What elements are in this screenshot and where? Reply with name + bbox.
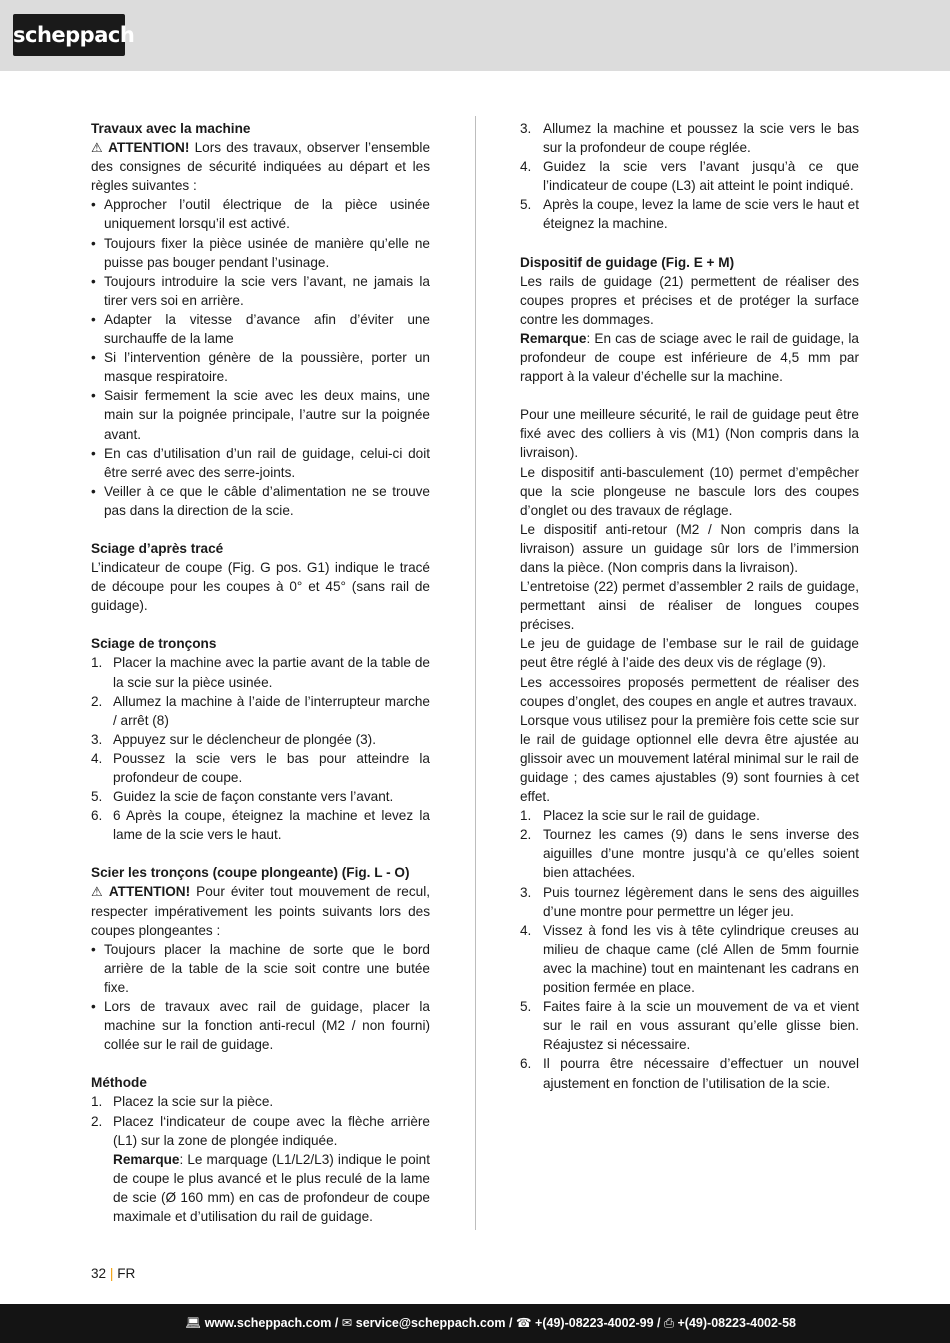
- section-title: Sciage d’après tracé: [91, 540, 224, 556]
- remark: Remarque: En cas de sciage avec le rail de guidage, la profondeur de coupe est inférieure de 4,5 mm par rapport à la valeur d’échelle sur la machine.: [520, 330, 859, 385]
- list-item: • Toujours placer la machine de sorte que le bord arrière de la table de la scie soit contre une butée fixe.: [91, 940, 430, 997]
- list-item: 3. Puis tournez légèrement dans le sens des aiguilles d’une montre pour permettre un léger jeu.: [520, 884, 859, 919]
- list-item: 2. Tournez les cames (9) dans le sens inverse des aiguilles d’une montre jusqu’à ce qu’elles soient bien attachées.: [520, 827, 859, 881]
- section-coupe-plongeante: [91, 863, 430, 1054]
- list-item: 4. Poussez la scie vers le bas pour atteindre la profondeur de coupe.: [91, 750, 430, 785]
- fax-icon: ⎙: [664, 1316, 675, 1330]
- paragraph: Pour une meilleure sécurité, le rail de guidage peut être fixé avec des colliers à vis (M1) (Non compris dans la livraison).: [520, 407, 859, 461]
- numbered-list: [520, 119, 859, 234]
- section-title: Sciage de tronçons: [91, 636, 217, 652]
- list-item: • Toujours introduire la scie vers l’avant, ne jamais la tirer vers soi en arrière.: [91, 272, 430, 310]
- list-item: • Veiller à ce que le câble d’alimentation ne se trouve pas dans la direction de la scie.: [91, 482, 430, 520]
- list-item: 1. Placez la scie sur le rail de guidage.: [520, 808, 760, 824]
- section-title: Méthode: [91, 1075, 147, 1091]
- numbered-list: [520, 806, 859, 1092]
- list-item: 1. Placer la machine avec la partie avant de la table de la scie sur la pièce usinée.: [91, 655, 430, 690]
- list-item: • Si l’intervention génère de la poussière, porter un masque respiratoire.: [91, 348, 430, 386]
- phone-number: +(49)-08223-4002-99: [535, 1316, 654, 1330]
- bullet-list: [91, 195, 430, 520]
- paragraph: Le jeu de guidage de l’embase sur le rail de guidage peut être réglé à l’aide des deux vis de réglage (9).: [520, 636, 859, 671]
- paragraph: Le dispositif anti-retour (M2 / Non compris dans la livraison) assure un guidage sûr lors de l’immersion dans la pièce. (Non compris dans la livraison).: [520, 521, 859, 575]
- numbered-list: [91, 653, 430, 844]
- warning-label: ATTENTION!: [108, 140, 190, 156]
- list-item: 5. Faites faire à la scie un mouvement de va et vient sur le rail en vous assurant qu’elle glisse bien. Réajustez si nécessaire.: [520, 999, 859, 1053]
- list-item: 6. Il pourra être nécessaire d’effectuer un nouvel ajustement en fonction de l’utilisation de la scie.: [520, 1056, 859, 1091]
- section-guidage: [520, 253, 859, 387]
- paragraph: Les accessoires proposés permettent de réaliser des coupes d’onglet, des coupes en angle et autres travaux.: [520, 674, 859, 709]
- page-header: [0, 0, 950, 71]
- warning-label: ATTENTION!: [108, 884, 191, 900]
- list-item: 4. Guidez la scie vers l’avant jusqu’à ce que l’indicateur de coupe (L3) ait atteint le point indiqué.: [520, 159, 859, 194]
- list-item: • Approcher l’outil électrique de la pièce usinée uniquement lorsqu’il est activé.: [91, 195, 430, 233]
- warning-triangle-icon: ⚠: [91, 140, 105, 156]
- page-number: 32 | FR: [91, 1266, 136, 1281]
- paragraph: Lorsque vous utilisez pour la première fois cette scie sur le rail de guidage optionnel elle devra être ajustée au glissoir avec un mouvement latéral minimal sur le rail de guidage ; des cames ajustables (9) sont fournies à cet effet.: [520, 712, 859, 805]
- paragraph: L’indicateur de coupe (Fig. G pos. G1) indique le tracé de découpe pour les coupes à 0° et 45° (sans rail de guidage).: [91, 560, 430, 614]
- bullet-list: [91, 940, 430, 1055]
- fax-number: +(49)-08223-4002-58: [677, 1316, 796, 1330]
- warning-triangle-icon: ⚠: [91, 884, 105, 900]
- section-sciage-trace: [91, 539, 430, 615]
- list-item: 1. Placez la scie sur la pièce.: [91, 1094, 274, 1110]
- phone-icon: ☎: [515, 1316, 532, 1330]
- left-column: [91, 119, 430, 1245]
- list-item: • Saisir fermement la scie avec les deux mains, une main sur la poignée principale, l’autre sur la poignée avant.: [91, 386, 430, 443]
- list-item: • En cas d’utilisation d’un rail de guidage, celui-ci doit être serré avec des serre-joints.: [91, 444, 430, 482]
- list-item: 3. Appuyez sur le déclencheur de plongée (3).: [91, 731, 376, 747]
- section-guidage-details: [520, 405, 859, 1092]
- warning-text: Lors des travaux, observer l’ensemble des consignes de sécurité indiquées au départ et les règles suivantes :: [91, 140, 431, 194]
- warning-text: Pour éviter tout mouvement de recul, respecter impérativement les points suivants lors des coupes plongeantes :: [91, 884, 431, 938]
- list-item: 6. 6 Après la coupe, éteignez la machine et levez la lame de la scie vers le haut.: [91, 808, 430, 843]
- list-item: 5. Guidez la scie de façon constante vers l’avant.: [91, 789, 394, 805]
- website-link[interactable]: www.scheppach.com: [204, 1316, 332, 1330]
- section-title: Scier les tronçons (coupe plongeante) (Fig. L - O): [91, 865, 410, 881]
- list-item: • Lors de travaux avec rail de guidage, placer la machine sur la fonction anti-recul (M2 / non fourni) collée sur le rail de guidage.: [91, 997, 430, 1054]
- section-title: Travaux avec la machine: [91, 121, 251, 136]
- section-travaux: [91, 119, 430, 520]
- list-item: 4. Vissez à fond les vis à tête cylindrique creuses au milieu de chaque came (clé Allen de 5mm fournie avec la machine) tout en maintenant les cadrans en position fermée en place.: [520, 922, 859, 996]
- section-title: Dispositif de guidage (Fig. E + M): [520, 254, 735, 270]
- list-item: 2. Allumez la machine à l’aide de l’interrupteur marche / arrêt (8): [91, 693, 430, 728]
- email-link[interactable]: service@scheppach.com: [355, 1316, 506, 1330]
- scheppach-logo: scheppach: [13, 14, 125, 56]
- paragraph: Le dispositif anti-basculement (10) permet d’empêcher que la scie plongeuse ne bascule lors des coupes d’onglet ou des travaux de réglage.: [520, 464, 859, 518]
- paragraph: L’entretoise (22) permet d’assembler 2 rails de guidage, permettant ainsi de réaliser de longues coupes précises.: [520, 579, 859, 633]
- mail-icon: ✉: [341, 1316, 353, 1330]
- numbered-list: [91, 1092, 430, 1226]
- list-item: • Toujours fixer la pièce usinée de manière qu’elle ne puisse pas bouger pendant l’usinage.: [91, 234, 430, 272]
- warning-paragraph: [91, 882, 430, 939]
- paragraph: Les rails de guidage (21) permettent de réaliser des coupes propres et précises et de protéger la surface contre les dommages.: [520, 273, 859, 327]
- right-column: [520, 119, 859, 1112]
- section-sciage-troncons: [91, 634, 430, 844]
- warning-paragraph: [91, 138, 430, 195]
- section-methode-continued: [520, 119, 859, 234]
- computer-icon: 💻︎: [185, 1316, 202, 1330]
- list-item: • Adapter la vitesse d’avance afin d’éviter une surchauffe de la lame: [91, 310, 430, 348]
- list-item: 2. Placez l‘indicateur de coupe avec la flèche arrière (L1) sur la zone de plongée indiquée. Remarque: Le marquage (L1/L2/L3) indique le point de coupe le plus avancé et le plus reculé de la lame de scie (Ø 160 mm) en cas de profondeur de coupe maximale et d’utilisation du rail de guidage.: [91, 1112, 430, 1227]
- column-divider: [475, 116, 476, 1230]
- page-footer: 💻︎ www.scheppach.com / ✉ service@scheppach.com / ☎ +(49)-08223-4002-99 / ⎙ +(49)-08223-4002-58: [0, 1304, 950, 1343]
- list-item: 3. Allumez la machine et poussez la scie vers le bas sur la profondeur de coupe réglée.: [520, 121, 859, 156]
- remark: Remarque: Le marquage (L1/L2/L3) indique le point de coupe le plus avancé et le plus reculé de la lame de scie (Ø 160 mm) en cas de profondeur de coupe maximale et d’utilisation du rail de guidage.: [113, 1151, 430, 1224]
- section-methode: [91, 1073, 430, 1226]
- list-item: 5. Après la coupe, levez la lame de scie vers le haut et éteignez la machine.: [520, 197, 859, 232]
